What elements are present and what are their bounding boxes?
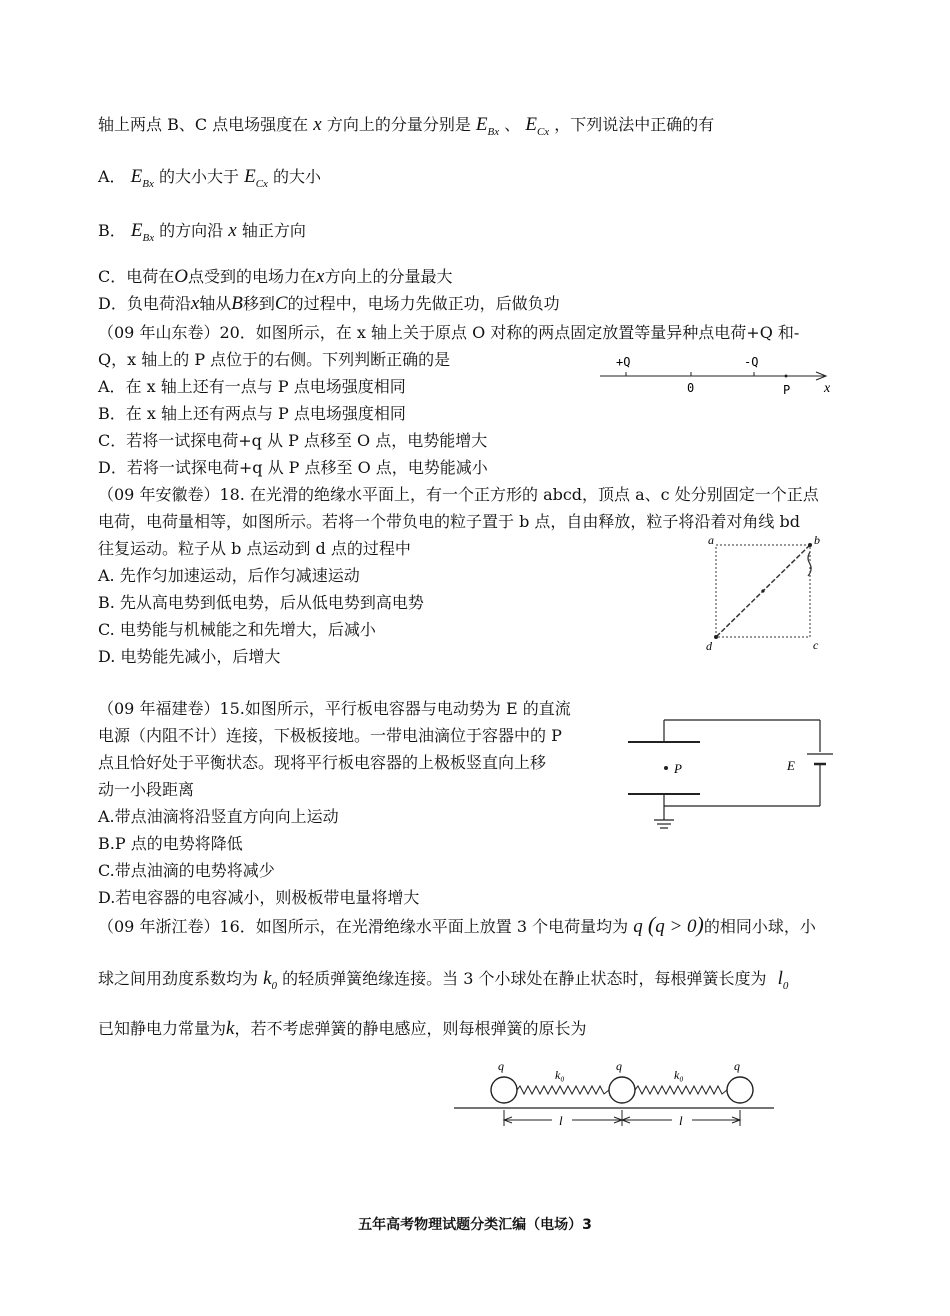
- q20-stem-line2: Q，x 轴上的 P 点位于的右侧。下列判断正确的是: [98, 350, 451, 369]
- point-p-label: P: [783, 383, 791, 397]
- q20-option-b: B．在 x 轴上还有两点与 P 点电场强度相同: [98, 404, 406, 423]
- q15-option-a: A.带点油滴将沿竖直方向向上运动: [98, 807, 339, 826]
- vertex-d-label: d: [706, 639, 712, 653]
- q20-option-a: A．在 x 轴上还有一点与 P 点电场强度相同: [98, 377, 406, 396]
- q15-stem-line2: 电源（内阻不计）连接，下极板接地。一带电油滴位于容器中的 P: [98, 726, 562, 745]
- q18-option-c: C. 电势能与机械能之和先增大，后减小: [98, 620, 376, 639]
- ball-charge-label-3: q: [734, 1059, 740, 1073]
- length-label-2: l: [679, 1113, 683, 1128]
- q15-option-b: B.P 点的电势将降低: [98, 834, 243, 853]
- q18-option-a: A. 先作匀加速运动，后作匀减速运动: [98, 566, 360, 585]
- vertex-c-label: c: [813, 638, 819, 652]
- x-axis-label: x: [824, 381, 831, 396]
- negative-charge-label: -Q: [744, 355, 759, 369]
- vertex-a-label: a: [708, 533, 714, 547]
- spring-constant-label-2: k₀: [674, 1068, 684, 1082]
- ball-charge-label-1: q: [498, 1059, 504, 1073]
- spring-constant-label-1: k₀: [555, 1068, 565, 1082]
- q16-stem-line3: 已知静电力常量为k，若不考虑弹簧的静电感应，则每根弹簧的原长为: [98, 1018, 587, 1039]
- vertex-b-label: b: [814, 533, 820, 547]
- q15-capacitor-figure: [620, 712, 850, 847]
- emf-label: E: [787, 758, 795, 773]
- q18-stem-line2: 电荷，电荷量相等，如图所示。若将一个带负电的粒子置于 b 点，自由释放，粒子将沿着对角线 bd: [98, 512, 800, 531]
- prev-option-c: C．电荷在O点受到的电场力在x方向上的分量最大: [98, 266, 453, 287]
- q18-stem-line3: 往复运动。粒子从 b 点运动到 d 点的过程中: [98, 539, 411, 558]
- q18-option-d: D. 电势能先减小，后增大: [98, 647, 281, 666]
- q18-square-figure: [700, 530, 830, 655]
- q20-option-d: D．若将一试探电荷+q 从 P 点移至 O 点，电势能减小: [98, 458, 488, 477]
- prev-intro-line: 轴上两点 B、C 点电场强度在 x 方向上的分量分别是 $E_{Bx}$ 、 $E_{Cx}$ ，下列说法中正确的有: [98, 114, 715, 138]
- page-footer: 五年高考物理试题分类汇编（电场）3: [358, 1217, 592, 1233]
- length-label-1: l: [559, 1113, 563, 1128]
- prev-option-d: D．负电荷沿x轴从B移到C的过程中，电场力先做正功，后做负功: [98, 293, 560, 314]
- origin-label: 0: [687, 381, 695, 395]
- q15-stem-line1: （09 年福建卷）15.如图所示，平行板电容器与电动势为 E 的直流: [98, 699, 571, 718]
- q20-option-c: C．若将一试探电荷+q 从 P 点移至 O 点，电势能增大: [98, 431, 488, 450]
- q16-spring-figure: [452, 1050, 782, 1135]
- q16-stem-line2: 球之间用劲度系数均为 $k_0$ 的轻质弹簧绝缘连接。当 3 个小球处在静止状态时，每根弹簧长度为 $l_0$: [98, 968, 789, 992]
- q20-axis-figure: [598, 352, 843, 400]
- prev-option-b: B． $E_{Bx}$ 的方向沿 x 轴正方向: [98, 220, 306, 244]
- q15-stem-line4: 动一小段距离: [98, 780, 195, 799]
- q20-stem-line1: （09 年山东卷）20．如图所示，在 x 轴上关于原点 O 对称的两点固定放置等量异种点电荷+Q 和-: [98, 323, 800, 342]
- q16-stem-line1: （09 年浙江卷）16．如图所示，在光滑绝缘水平面上放置 3 个电荷量均为 q (q > 0)的相同小球，小: [98, 912, 816, 937]
- q18-stem-line1: （09 年安徽卷）18. 在光滑的绝缘水平面上，有一个正方形的 abcd，顶点 a、c 处分别固定一个正点: [98, 485, 819, 504]
- prev-option-a: A． $E_{Bx}$ 的大小大于 $E_{Cx}$ 的大小: [98, 166, 322, 190]
- point-p-label: P: [674, 761, 682, 776]
- q15-option-c: C.带点油滴的电势将减少: [98, 861, 275, 880]
- q15-stem-line3: 点且恰好处于平衡状态。现将平行板电容器的上极板竖直向上移: [98, 753, 547, 772]
- q18-option-b: B. 先从高电势到低电势，后从低电势到高电势: [98, 593, 424, 612]
- ball-charge-label-2: q: [616, 1059, 622, 1073]
- positive-charge-label: +Q: [616, 355, 631, 369]
- q15-option-d: D.若电容器的电容减小，则极板带电量将增大: [98, 888, 420, 907]
